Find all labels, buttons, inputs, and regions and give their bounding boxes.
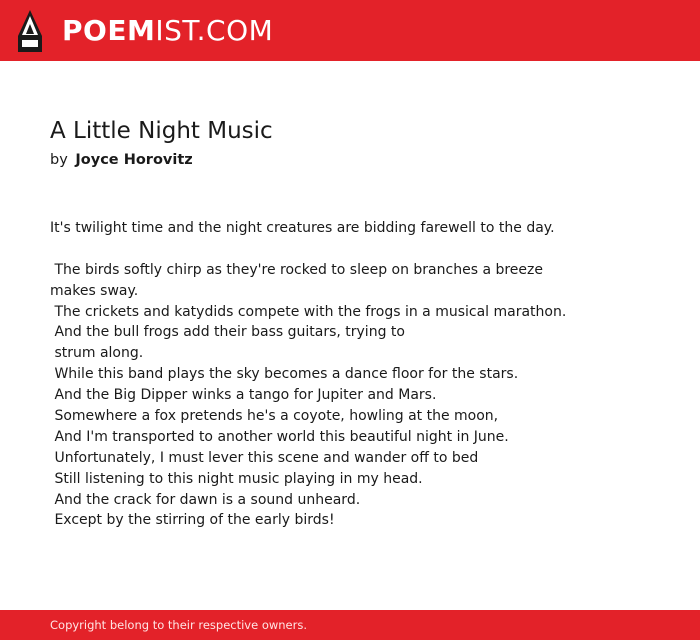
poem-body	[50, 218, 670, 531]
pencil-tip-icon	[17, 9, 43, 53]
poem-title: A Little Night Music	[50, 118, 273, 144]
site-logo-link[interactable]	[17, 9, 273, 53]
poem-line: makes sway.	[50, 282, 139, 299]
poem-line: Unfortunately, I must lever this scene and wander off to bed	[50, 449, 479, 466]
author-link[interactable]: Joyce Horovitz	[75, 152, 193, 168]
poem-line	[50, 239, 670, 260]
poem-line: And the bull frogs add their bass guitars, trying to	[50, 324, 405, 341]
site-logo-text	[62, 9, 273, 53]
poem-line: While this band plays the sky becomes a dance floor for the stars.	[50, 366, 519, 383]
copyright-text: Copyright belong to their respective owners.	[50, 618, 308, 632]
site-header	[0, 0, 700, 61]
poem-line: The crickets and katydids compete with the frogs in a musical marathon.	[50, 303, 567, 320]
site-footer	[0, 610, 700, 640]
poem-line: And I'm transported to another world this beautiful night in June.	[50, 428, 509, 445]
poem-line: The birds softly chirp as they're rocked to sleep on branches a breeze	[50, 261, 543, 278]
by-label: by	[50, 152, 68, 168]
poem-line: Except by the stirring of the early birds!	[50, 512, 335, 529]
poem-line: It's twilight time and the night creatures are bidding farewell to the day.	[50, 220, 555, 236]
poem-line: And the Big Dipper winks a tango for Jupiter and Mars.	[50, 387, 437, 404]
logo-bold-text: POEM	[62, 14, 156, 47]
poem-line: Somewhere a fox pretends he's a coyote, howling at the moon,	[50, 408, 499, 425]
poem-line: Still listening to this night music playing in my head.	[50, 470, 423, 487]
logo-light-text: IST.COM	[155, 14, 274, 47]
byline	[50, 149, 650, 171]
poem-header	[50, 113, 650, 171]
poem-line: And the crack for dawn is a sound unheard.	[50, 491, 361, 508]
poem-line: strum along.	[50, 345, 144, 362]
